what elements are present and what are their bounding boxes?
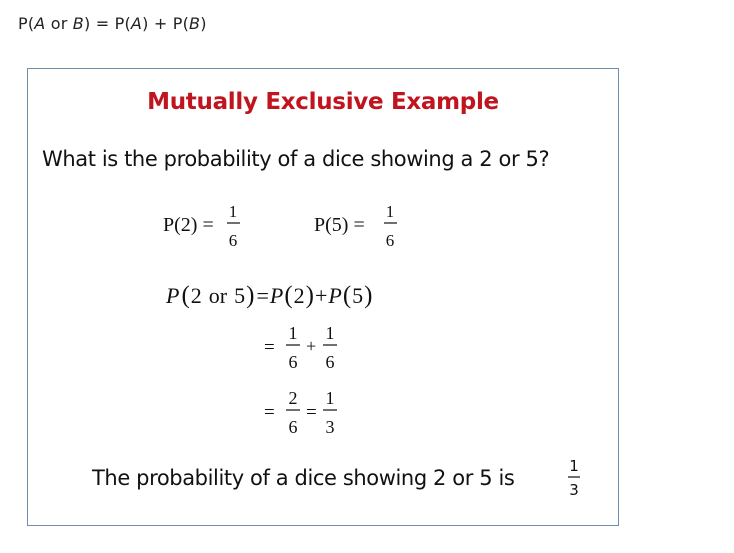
sum-close2: ) — [305, 282, 314, 309]
conclusion-denominator: 3 — [569, 481, 579, 499]
formula-pa-open: P( — [114, 14, 131, 33]
p5-numerator: 1 — [385, 202, 395, 221]
sum-close: ) — [246, 282, 255, 309]
example-card — [27, 68, 619, 526]
step2-num1: 2 — [288, 388, 298, 408]
p2-numerator: 1 — [228, 202, 238, 221]
step1-den2: 6 — [325, 352, 335, 372]
step1-num1: 1 — [288, 323, 298, 343]
card-title: Mutually Exclusive Example — [147, 89, 499, 115]
formula-plus: + — [148, 14, 173, 33]
step2-equals2: = — [306, 402, 317, 423]
sum-open3: ( — [342, 282, 352, 309]
formula-b: B — [72, 14, 84, 33]
p2-denominator: 6 — [228, 231, 238, 250]
formula-a2: A — [130, 14, 143, 33]
step1-equals: = — [264, 337, 275, 358]
p5-label: P(5) = — [314, 214, 365, 236]
step1-plus: + — [306, 336, 317, 356]
sum-line — [165, 282, 373, 309]
question-text: What is the probability of a dice showing a 2 or 5? — [42, 147, 550, 171]
p2-label: P(2) = — [163, 214, 214, 236]
sum-five-b: 5 — [352, 283, 364, 308]
math-work — [28, 69, 618, 525]
step2-den2: 3 — [325, 417, 335, 437]
step1-den1: 6 — [288, 352, 298, 372]
formula-p: P( — [18, 14, 35, 33]
formula-header — [18, 14, 207, 33]
formula-pb-open: P( — [172, 14, 190, 33]
sum-p3: P — [328, 283, 342, 308]
formula-equals: = — [90, 14, 115, 33]
sum-open: ( — [181, 282, 190, 309]
step1-num2: 1 — [325, 323, 335, 343]
sum-equals: = — [256, 283, 269, 308]
sum-open2: ( — [284, 282, 293, 309]
formula-pb-close: ) — [200, 14, 207, 33]
formula-close: ) — [83, 14, 91, 33]
p5-denominator: 6 — [385, 231, 395, 250]
sum-close3: ) — [364, 282, 373, 309]
step2-equals: = — [264, 402, 275, 423]
sum-two-b: 2 — [293, 283, 305, 308]
step2-den1: 6 — [288, 417, 298, 437]
formula-b2: B — [189, 14, 201, 33]
sum-p2: P — [269, 283, 284, 308]
formula-or: or — [45, 14, 73, 33]
conclusion-text: The probability of a dice showing 2 or 5 is — [92, 466, 515, 490]
sum-two: 2 — [190, 283, 202, 308]
sum-or: or — [208, 283, 228, 308]
formula-a: A — [34, 14, 46, 33]
sum-plus: + — [314, 283, 328, 308]
formula-pa-close: ) — [142, 14, 149, 33]
sum-five: 5 — [234, 283, 246, 308]
step2-num2: 1 — [325, 388, 335, 408]
conclusion-numerator: 1 — [569, 457, 579, 475]
sum-p: P — [166, 283, 180, 308]
